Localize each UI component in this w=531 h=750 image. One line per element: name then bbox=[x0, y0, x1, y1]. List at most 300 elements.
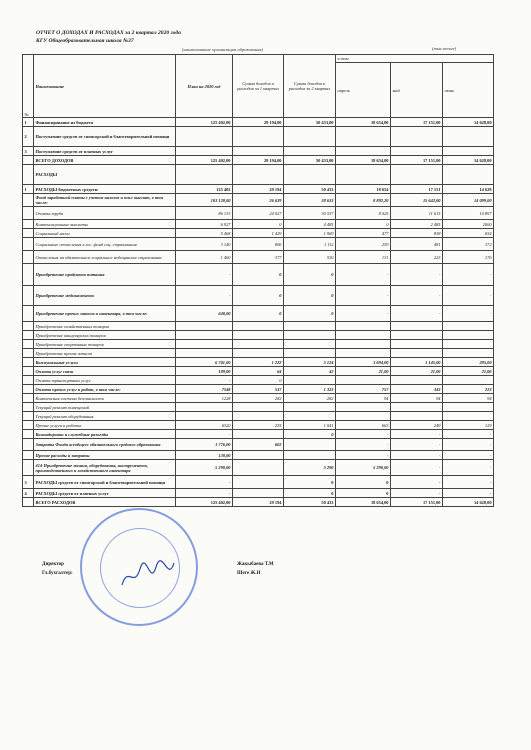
row-april bbox=[336, 403, 391, 412]
table-row bbox=[23, 185, 494, 194]
row-june: 14 628,00 bbox=[443, 156, 494, 165]
row-q2 bbox=[284, 403, 336, 412]
row-q1: 29 194 bbox=[233, 498, 284, 507]
header-name: Наименование bbox=[34, 55, 176, 118]
row-april: 259 bbox=[336, 238, 391, 251]
row-may: 17 151,00 bbox=[391, 118, 443, 127]
row-q2 bbox=[284, 147, 336, 156]
row-q1 bbox=[233, 147, 284, 156]
row-may bbox=[391, 322, 443, 331]
row-name: Приобретение спортивных товаров bbox=[34, 340, 176, 349]
row-april: 18 654,00 bbox=[336, 498, 391, 507]
row-q2: 282 bbox=[284, 394, 336, 403]
row-q1: 255 bbox=[233, 421, 284, 430]
row-q2 bbox=[284, 349, 336, 358]
row-q2: 50 433 bbox=[284, 498, 336, 507]
row-q2: 5 124 bbox=[284, 358, 336, 367]
row-number bbox=[23, 385, 34, 394]
row-q2 bbox=[284, 340, 336, 349]
row-april: 477 bbox=[336, 229, 391, 238]
table-row bbox=[23, 264, 494, 286]
row-plan: - bbox=[176, 476, 233, 489]
row-name: Фонд заработной платы с учетом налогов и взн.с выплат, в том числе: bbox=[34, 194, 176, 207]
row-number bbox=[23, 156, 34, 165]
row-april: 21,00 bbox=[336, 367, 391, 376]
row-name: РАСХОДЫ бюджетных средств: bbox=[34, 185, 176, 194]
row-may: - bbox=[391, 460, 443, 476]
row-june: - bbox=[443, 489, 494, 498]
row-q2: 530 bbox=[284, 251, 336, 264]
row-number bbox=[23, 451, 34, 460]
row-june: 14 099,00 bbox=[443, 194, 494, 207]
row-number bbox=[23, 460, 34, 476]
row-name: Прочие услуги и работы bbox=[34, 421, 176, 430]
row-q1: 0 bbox=[233, 306, 284, 322]
row-plan: - bbox=[176, 264, 233, 286]
row-q1: 29 194 bbox=[233, 185, 284, 194]
row-q2 bbox=[284, 439, 336, 451]
row-june: 176 bbox=[443, 251, 494, 264]
row-april: 18 654 bbox=[336, 185, 391, 194]
row-may: 838 bbox=[391, 229, 443, 238]
row-april: 3 694,00 bbox=[336, 358, 391, 367]
row-name: Оплата труда bbox=[34, 207, 176, 220]
row-plan bbox=[176, 412, 233, 421]
row-may: 17 151 bbox=[391, 185, 443, 194]
row-q2 bbox=[284, 376, 336, 385]
row-plan: 86 133 bbox=[176, 207, 233, 220]
row-plan: - bbox=[176, 489, 233, 498]
header-no: № bbox=[23, 55, 34, 118]
row-name: ВСЕГО РАСХОДОВ bbox=[34, 498, 176, 507]
row-plan: 5 290,00 bbox=[176, 460, 233, 476]
row-april bbox=[336, 165, 391, 185]
row-name: РАСХОДЫ средств от платных услуг bbox=[34, 489, 176, 498]
row-q1: 26 639 bbox=[233, 194, 284, 207]
row-number bbox=[23, 358, 34, 367]
row-may: - bbox=[391, 306, 443, 322]
row-may bbox=[391, 165, 443, 185]
row-april bbox=[336, 340, 391, 349]
row-number bbox=[23, 421, 34, 430]
row-number bbox=[23, 412, 34, 421]
row-april: 757 bbox=[336, 385, 391, 394]
row-may bbox=[391, 127, 443, 147]
row-june: 94 bbox=[443, 394, 494, 403]
row-plan: 1228 bbox=[176, 394, 233, 403]
row-june bbox=[443, 165, 494, 185]
row-april: 8 892,20 bbox=[336, 194, 391, 207]
row-q2: 1 323 bbox=[284, 385, 336, 394]
row-may bbox=[391, 340, 443, 349]
row-q1: 602 bbox=[233, 439, 284, 451]
header-plan: План на 2020 год bbox=[176, 55, 233, 118]
organization-caption: (наименование организации образования) bbox=[182, 47, 264, 52]
row-may: 343 bbox=[391, 385, 443, 394]
report-table bbox=[22, 54, 494, 507]
row-plan: 125 402,00 bbox=[176, 118, 233, 127]
header-q2: Сумма доходов и расходов за 2 квартал bbox=[284, 55, 336, 118]
row-june bbox=[443, 403, 494, 412]
row-name: 414-Приобретение машин, оборудования, инструментов, производственного и хозяйственного инвентаря bbox=[34, 460, 176, 476]
row-name: Приобретение прочих запасов и инвентаря, в том числе: bbox=[34, 306, 176, 322]
row-april: 18 654,00 bbox=[336, 118, 391, 127]
director-name: Жакыбаева Т.М bbox=[237, 562, 274, 567]
row-june: - bbox=[443, 439, 494, 451]
row-plan: 1 776,00 bbox=[176, 439, 233, 451]
table-row bbox=[23, 286, 494, 306]
table-row bbox=[23, 229, 494, 238]
row-name: Затраты Фонда всеобщего обязательного среднего образования bbox=[34, 439, 176, 451]
row-april: 0 bbox=[336, 220, 391, 229]
row-number bbox=[23, 251, 34, 264]
row-number bbox=[23, 264, 34, 286]
row-q2 bbox=[284, 331, 336, 340]
row-q2: 42 bbox=[284, 367, 336, 376]
director-signature bbox=[118, 555, 178, 595]
row-plan: 640,00 bbox=[176, 306, 233, 322]
row-june: 285,00 bbox=[443, 358, 494, 367]
row-number bbox=[23, 403, 34, 412]
row-plan: 3 140 bbox=[176, 238, 233, 251]
row-number bbox=[23, 322, 34, 331]
table-row bbox=[23, 439, 494, 451]
row-q2 bbox=[284, 165, 336, 185]
header-q1: Сумма доходов и расходов за 1 квартал bbox=[233, 55, 284, 118]
row-may: 481 bbox=[391, 238, 443, 251]
header-june: июнь bbox=[443, 63, 494, 118]
table-row bbox=[23, 498, 494, 507]
row-q1: 806 bbox=[233, 238, 284, 251]
row-name: Оплата прочих услуг и работ, в том числе: bbox=[34, 385, 176, 394]
row-q2 bbox=[284, 127, 336, 147]
row-plan: 6320 bbox=[176, 421, 233, 430]
row-may: - bbox=[391, 489, 443, 498]
row-name: РАСХОДЫ средств от спонсорской и благотворительной помощи bbox=[34, 476, 176, 489]
row-plan: - bbox=[176, 376, 233, 385]
header-april: апрель bbox=[336, 63, 391, 118]
row-q2 bbox=[284, 412, 336, 421]
row-number bbox=[23, 306, 34, 322]
row-june: - bbox=[443, 430, 494, 439]
row-q1: 282 bbox=[233, 394, 284, 403]
row-plan bbox=[176, 127, 233, 147]
table-row bbox=[23, 147, 494, 156]
row-april: 663 bbox=[336, 421, 391, 430]
row-may: - bbox=[391, 264, 443, 286]
row-april: 8 025 bbox=[336, 207, 391, 220]
row-april: - bbox=[336, 439, 391, 451]
row-number: 3 bbox=[23, 147, 34, 156]
row-q2: 0 bbox=[284, 264, 336, 286]
row-plan: 125 402 bbox=[176, 185, 233, 194]
table-row bbox=[23, 451, 494, 460]
row-q1 bbox=[233, 331, 284, 340]
row-number bbox=[23, 340, 34, 349]
row-may: 17 151,00 bbox=[391, 498, 443, 507]
row-plan bbox=[176, 403, 233, 412]
row-q1: 29 194,00 bbox=[233, 118, 284, 127]
row-name: Текущий ремонт оборудования bbox=[34, 412, 176, 421]
row-q1 bbox=[233, 460, 284, 476]
row-june bbox=[443, 349, 494, 358]
row-q1: 24 027 bbox=[233, 207, 284, 220]
table-row bbox=[23, 358, 494, 367]
row-q2: 50 433,00 bbox=[284, 118, 336, 127]
row-q1: 0 bbox=[233, 286, 284, 306]
row-name: Текущий ремонт помещений bbox=[34, 403, 176, 412]
unit-label: (тыс.тенге) bbox=[432, 46, 457, 51]
row-q2: 0 bbox=[284, 476, 336, 489]
row-june: 21,00 bbox=[443, 367, 494, 376]
row-june: - bbox=[443, 460, 494, 476]
table-row bbox=[23, 460, 494, 476]
row-q2: 1 969 bbox=[284, 229, 336, 238]
row-june: - bbox=[443, 264, 494, 286]
row-name: Отчисления на обязательное социальное медицинское страхование bbox=[34, 251, 176, 264]
row-plan: 125 402,00 bbox=[176, 498, 233, 507]
row-april: 131 bbox=[336, 251, 391, 264]
row-q1 bbox=[233, 403, 284, 412]
row-q2: 0 bbox=[284, 286, 336, 306]
row-may bbox=[391, 147, 443, 156]
row-plan bbox=[176, 147, 233, 156]
row-q1 bbox=[233, 451, 284, 460]
row-name: Приобретение хозяйственных товаров bbox=[34, 322, 176, 331]
report-title: ОТЧЕТ О ДОХОДАХ И РАСХОДАХ за 2 квартал 2020 года bbox=[36, 30, 181, 36]
row-name: ВСЕГО ДОХОДОВ bbox=[34, 156, 176, 165]
row-q1: 0 bbox=[233, 220, 284, 229]
row-may: 2 485 bbox=[391, 220, 443, 229]
row-june: 14 628 bbox=[443, 185, 494, 194]
row-q2: 1 041 bbox=[284, 421, 336, 430]
row-number bbox=[23, 439, 34, 451]
row-number bbox=[23, 349, 34, 358]
row-name: Приобретение прочих запасов bbox=[34, 349, 176, 358]
row-may: 17 151,00 bbox=[391, 156, 443, 165]
table-row bbox=[23, 118, 494, 127]
table-row bbox=[23, 194, 494, 207]
row-number bbox=[23, 207, 34, 220]
row-may bbox=[391, 349, 443, 358]
row-plan bbox=[176, 340, 233, 349]
row-name: Социальные отчисления в гос. фонд соц. страхования bbox=[34, 238, 176, 251]
row-april: - bbox=[336, 430, 391, 439]
row-may: - bbox=[391, 286, 443, 306]
row-number: 4 bbox=[23, 489, 34, 498]
row-q2: 1 112 bbox=[284, 238, 336, 251]
header-including: в том bbox=[336, 55, 494, 63]
table-row bbox=[23, 376, 494, 385]
table-row bbox=[23, 489, 494, 498]
row-april bbox=[336, 147, 391, 156]
row-may bbox=[391, 412, 443, 421]
row-june: - bbox=[443, 451, 494, 460]
row-may: 11 615 bbox=[391, 207, 443, 220]
row-q1 bbox=[233, 476, 284, 489]
row-q2: 30 537 bbox=[284, 207, 336, 220]
table-row bbox=[23, 385, 494, 394]
row-plan bbox=[176, 322, 233, 331]
table-row bbox=[23, 322, 494, 331]
row-april: 5 290,00 bbox=[336, 460, 391, 476]
row-name: Социальный налог bbox=[34, 229, 176, 238]
row-june bbox=[443, 127, 494, 147]
row-june: - bbox=[443, 476, 494, 489]
row-may bbox=[391, 376, 443, 385]
row-april bbox=[336, 412, 391, 421]
accountant-label: Гл.бухгалтер: bbox=[42, 571, 73, 576]
table-row bbox=[23, 220, 494, 229]
row-june bbox=[443, 147, 494, 156]
row-plan: 1 460 bbox=[176, 251, 233, 264]
row-q2: 4 485 bbox=[284, 220, 336, 229]
table-row bbox=[23, 403, 494, 412]
row-plan bbox=[176, 165, 233, 185]
row-may: - bbox=[391, 430, 443, 439]
table-row bbox=[23, 238, 494, 251]
row-june: 2000 bbox=[443, 220, 494, 229]
row-number bbox=[23, 367, 34, 376]
row-q1 bbox=[233, 349, 284, 358]
row-number: 1 bbox=[23, 118, 34, 127]
row-q1 bbox=[233, 340, 284, 349]
row-june: - bbox=[443, 306, 494, 322]
row-q2: 0 bbox=[284, 306, 336, 322]
row-plan: 6 927 bbox=[176, 220, 233, 229]
row-name: Приобретение медикаментов bbox=[34, 286, 176, 306]
row-q1 bbox=[233, 430, 284, 439]
row-plan: 6 701,00 bbox=[176, 358, 233, 367]
row-plan: - bbox=[176, 430, 233, 439]
row-q1 bbox=[233, 412, 284, 421]
row-june: 10 897 bbox=[443, 207, 494, 220]
row-q1: 1 222 bbox=[233, 358, 284, 367]
row-may bbox=[391, 403, 443, 412]
row-q2: 0 bbox=[284, 430, 336, 439]
row-april: - bbox=[336, 286, 391, 306]
row-april bbox=[336, 127, 391, 147]
row-number: 1 bbox=[23, 185, 34, 194]
row-may: 249 bbox=[391, 421, 443, 430]
row-q1 bbox=[233, 165, 284, 185]
row-may: - bbox=[391, 476, 443, 489]
row-june: 223 bbox=[443, 385, 494, 394]
row-may: 223 bbox=[391, 251, 443, 264]
row-april bbox=[336, 349, 391, 358]
row-plan bbox=[176, 331, 233, 340]
row-q1: 0 bbox=[233, 264, 284, 286]
row-april: 0 bbox=[336, 489, 391, 498]
row-april: - bbox=[336, 306, 391, 322]
table-row bbox=[23, 306, 494, 322]
row-may: - bbox=[391, 439, 443, 451]
row-number: 2 bbox=[23, 127, 34, 147]
row-april: 0 bbox=[336, 476, 391, 489]
table-row bbox=[23, 421, 494, 430]
table-row bbox=[23, 430, 494, 439]
row-number bbox=[23, 331, 34, 340]
row-june: 14 628,00 bbox=[443, 118, 494, 127]
row-april: - bbox=[336, 451, 391, 460]
row-may: - bbox=[391, 451, 443, 460]
row-name: Приобретение канцелярских товаров bbox=[34, 331, 176, 340]
row-q1 bbox=[233, 489, 284, 498]
row-plan: 189,00 bbox=[176, 367, 233, 376]
row-q2: 0 bbox=[284, 489, 336, 498]
table-row bbox=[23, 412, 494, 421]
row-june: 14 628,00 bbox=[443, 498, 494, 507]
row-name: Оплата транспортных услуг bbox=[34, 376, 176, 385]
row-june bbox=[443, 331, 494, 340]
table-row bbox=[23, 127, 494, 147]
row-q1: 377 bbox=[233, 251, 284, 264]
table-row bbox=[23, 251, 494, 264]
row-april: - bbox=[336, 264, 391, 286]
row-q1: 537 bbox=[233, 385, 284, 394]
row-april bbox=[336, 376, 391, 385]
row-april: 94 bbox=[336, 394, 391, 403]
table-row bbox=[23, 394, 494, 403]
row-plan: 130,00 bbox=[176, 451, 233, 460]
table-row bbox=[23, 367, 494, 376]
row-q1: 1 429 bbox=[233, 229, 284, 238]
row-may: 15 642,00 bbox=[391, 194, 443, 207]
row-number bbox=[23, 238, 34, 251]
row-name: Компенсационные выплаты bbox=[34, 220, 176, 229]
row-q2 bbox=[284, 451, 336, 460]
row-june: - bbox=[443, 286, 494, 306]
row-name: Приобретение продуктов питания bbox=[34, 264, 176, 286]
row-number bbox=[23, 229, 34, 238]
row-april bbox=[336, 322, 391, 331]
row-june bbox=[443, 340, 494, 349]
row-plan: - bbox=[176, 286, 233, 306]
row-may: 21,00 bbox=[391, 367, 443, 376]
director-label: Директор bbox=[42, 562, 64, 567]
table-row bbox=[23, 331, 494, 340]
row-number: 3 bbox=[23, 476, 34, 489]
row-name: РАСХОДЫ bbox=[34, 165, 176, 185]
row-name: Финансирование из бюджета bbox=[34, 118, 176, 127]
row-plan: 125 402,00 bbox=[176, 156, 233, 165]
row-name: Поступление средств от платных услуг bbox=[34, 147, 176, 156]
row-number bbox=[23, 376, 34, 385]
row-june: 654 bbox=[443, 229, 494, 238]
row-name: Коммунальные услуги bbox=[34, 358, 176, 367]
table-row bbox=[23, 207, 494, 220]
row-q1 bbox=[233, 322, 284, 331]
row-plan: 5 468 bbox=[176, 229, 233, 238]
row-number bbox=[23, 286, 34, 306]
row-number bbox=[23, 498, 34, 507]
row-june: 129 bbox=[443, 421, 494, 430]
row-name: Оплата услуг связи bbox=[34, 367, 176, 376]
table-row bbox=[23, 340, 494, 349]
row-may: 94 bbox=[391, 394, 443, 403]
row-april: 18 654,00 bbox=[336, 156, 391, 165]
row-q1: 0 bbox=[233, 376, 284, 385]
row-april bbox=[336, 331, 391, 340]
header-may: май bbox=[391, 63, 443, 118]
table-row bbox=[23, 349, 494, 358]
row-june: 372 bbox=[443, 238, 494, 251]
row-q2: 50 433,00 bbox=[284, 156, 336, 165]
row-name: Командировки и служебные разъезды bbox=[34, 430, 176, 439]
organization-name: КГУ Общеобразовательная школа №37 bbox=[36, 38, 134, 44]
accountant-name: Шеге Ж.Н bbox=[237, 571, 261, 576]
row-q2: 50 433 bbox=[284, 185, 336, 194]
